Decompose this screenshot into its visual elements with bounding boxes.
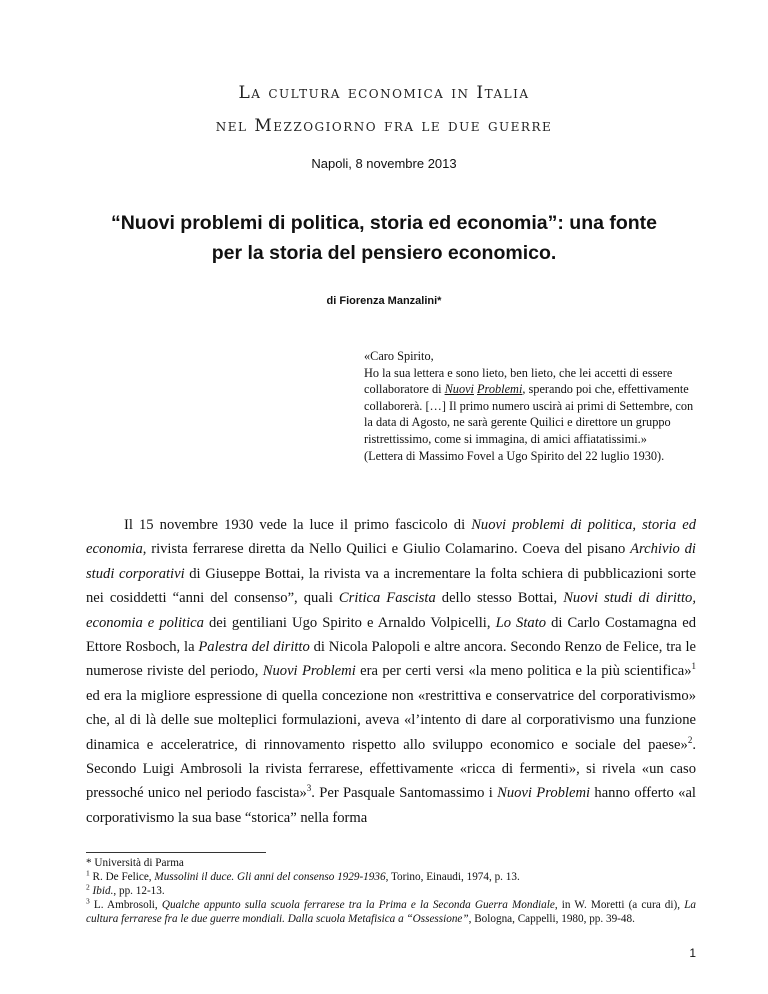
conference-date: Napoli, 8 novembre 2013 <box>311 156 457 171</box>
footnote-2 <box>86 884 696 898</box>
conference-title-line-2: nel Mezzogiorno fra le due guerre <box>215 116 553 136</box>
text-run: , in W. Moretti (a cura di), <box>554 899 685 911</box>
epigraph-text-part: Ho la sua lettera e sono lieto, ben lieto, che lei accetti di essere collaboratore di <box>364 365 673 397</box>
text-run: era per certi versi «la meno politica e la più scientifica» <box>355 663 692 680</box>
journal-title: Palestra del diritto <box>198 639 310 656</box>
epigraph-greeting: «Caro Spirito, <box>364 349 434 363</box>
epigraph-underlined-problemi: Problemi <box>477 382 523 397</box>
footnote-ref: 2 <box>687 734 693 745</box>
epigraph-source: (Lettera di Massimo Fovel a Ugo Spirito del 22 luglio 1930). <box>364 448 665 463</box>
cited-title: Ibid. <box>92 885 114 897</box>
body-paragraph <box>86 513 696 830</box>
text-run: R. De Felice, <box>89 871 155 883</box>
article-title: “Nuovi problemi di politica, storia ed economia”: una fonte per la storia del pensiero economico. <box>110 212 658 264</box>
body-text <box>86 513 696 830</box>
journal-title: Critica Fascista <box>338 590 436 607</box>
footnote-ref: 1 <box>691 661 697 672</box>
footnote-1 <box>86 870 696 884</box>
text-run: . Secondo Luigi Ambrosoli la rivista ferrarese, effettivamente «ricca di fermenti», si rivela «un caso pressoché unico nel periodo fascista» <box>86 736 696 802</box>
text-run: . Per Pasquale Santomassimo i <box>311 785 498 802</box>
article-author: di Fiorenza Manzalini* <box>326 295 442 307</box>
epigraph-text <box>364 365 694 448</box>
page-number: 1 <box>689 946 696 960</box>
conference-title-line-1: La cultura economica in Italia <box>238 83 530 103</box>
footnotes <box>86 856 696 926</box>
text-run: hanno offerto «al corporativismo la sua base “storica” nella forma <box>86 785 696 826</box>
text-run: Il 15 novembre 1930 vede la luce il primo fascicolo di <box>124 517 472 533</box>
epigraph-underlined-nuovi: Nuovi <box>444 382 474 397</box>
cited-title: La cultura ferrarese fra le due guerre mondiali. Dalla scuola Metafisica a “Ossessione” <box>86 899 697 925</box>
footnote-separator <box>86 852 266 853</box>
text-run: , pp. 12-13. <box>113 885 165 897</box>
journal-title: Archivio di studi corporativi <box>86 541 696 582</box>
epigraph-quote <box>364 348 694 464</box>
footnote-number: 2 <box>86 882 90 892</box>
text-run: di Carlo Costamagna ed Ettore Rosboch, la <box>86 614 696 656</box>
text-run: , Torino, Einaudi, 1974, p. 13. <box>385 871 520 883</box>
epigraph-text-part: , sperando poi che, effettivamente collaborerà. […] Il primo numero uscirà ai primi di Settembre, con la data di Agosto, ne sarà gerente Quilici e direttore un gruppo ristrettissimo, come si immagina, di amici affiatatissimi.» <box>364 382 694 446</box>
text-run: ed era la migliore espressione di quella concezione non «restrittiva e conservatrice del corporativismo» che, al di là delle sue molteplici formulazioni, aveva «l’intento di dare al corporativismo una funzione dinamica e acceleratrice, di rinnovamento rispetto allo sviluppo economico e sociale del paese» <box>86 687 696 753</box>
journal-title: Lo Stato <box>495 614 547 631</box>
footnote-3 <box>86 898 696 926</box>
footnote-number: 3 <box>86 896 90 906</box>
cited-title: Mussolini il duce. Gli anni del consenso 1929-1936 <box>154 871 386 883</box>
text-run: , Bologna, Cappelli, 1980, pp. 39-48. <box>468 913 635 925</box>
footnote-ref: 3 <box>306 783 312 794</box>
journal-title: Nuovi Problemi <box>262 663 356 680</box>
text-run: dei gentiliani Ugo Spirito e Arnaldo Volpicelli, <box>203 614 496 631</box>
journal-title: Nuovi studi di diritto, economia e politica <box>86 590 696 631</box>
text-run: di Nicola Palopoli e altre ancora. Secondo Renzo de Felice, tra le numerose riviste del periodo, <box>86 639 696 680</box>
text-run: di Giuseppe Bottai, la rivista va a incrementare la folta schiera di pubblicazioni sorte nei cosiddetti “anni del consenso”, quali <box>86 565 696 607</box>
cited-title: Qualche appunto sulla scuola ferrarese tra la Prima e la Seconda Guerra Mondiale <box>161 899 555 911</box>
journal-title: Nuovi problemi di politica, storia ed economia <box>86 517 696 558</box>
text-run: , rivista ferrarese diretta da Nello Quilici e Giulio Colamarino. Coeva del pisano <box>142 541 631 558</box>
text-run: dello stesso Bottai, <box>435 590 564 607</box>
footnote-affiliation: * Università di Parma <box>86 857 184 869</box>
footnote-number: 1 <box>86 868 90 878</box>
journal-title: Nuovi Problemi <box>497 785 591 802</box>
text-run: L. Ambrosoli, <box>89 899 162 911</box>
